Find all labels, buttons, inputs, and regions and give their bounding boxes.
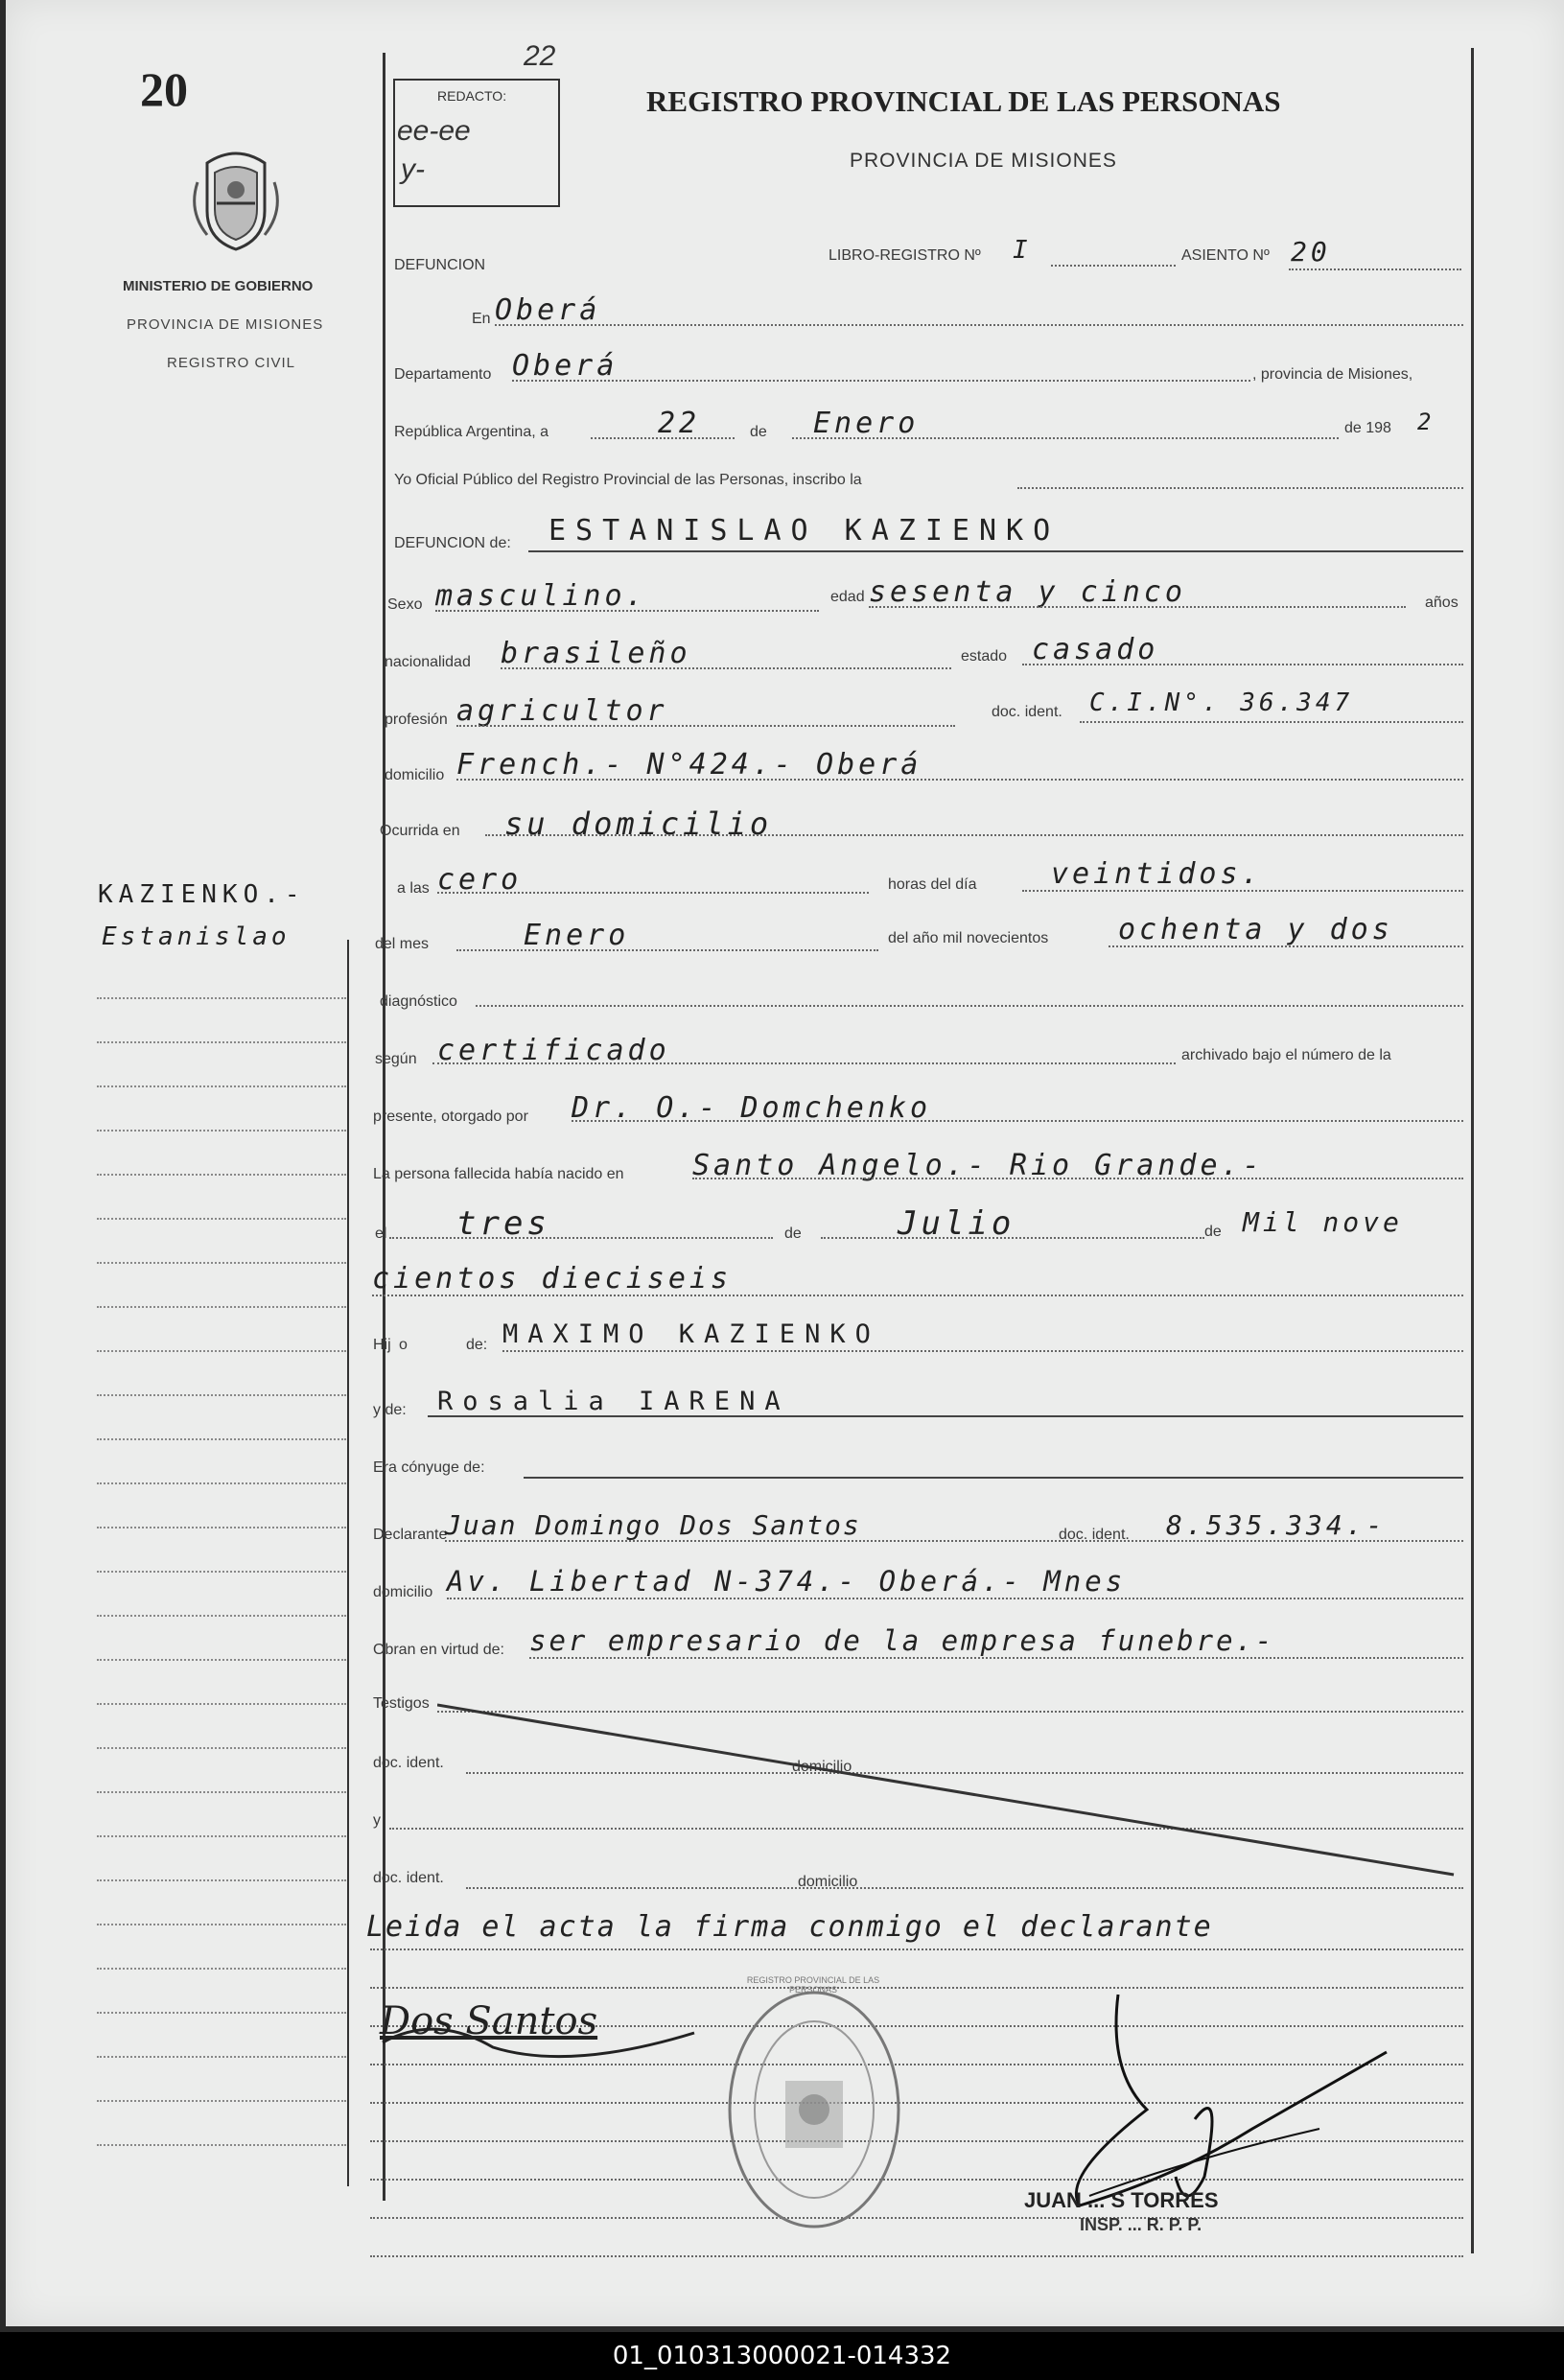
- declarant-signature-flourish: [378, 2004, 704, 2071]
- decl-domicilio-label: domicilio: [373, 1584, 433, 1600]
- en-label: En: [472, 311, 491, 327]
- sheet-number: 20: [140, 62, 188, 116]
- a-las-value: cero: [437, 863, 523, 897]
- otorgado-line: [572, 1120, 1463, 1122]
- mes-texto-line: [456, 949, 878, 951]
- conyuge-label: Era cónyuge de:: [373, 1459, 485, 1476]
- madre-value: Rosalia IARENA: [437, 1387, 790, 1416]
- libro-registro-label: LIBRO-REGISTRO Nº: [829, 247, 981, 264]
- profesion-value: agricultor: [456, 694, 668, 728]
- margin-ruled-line: [97, 1791, 346, 1793]
- margin-ruled-line: [97, 1482, 346, 1484]
- domicilio-line: [456, 779, 1463, 781]
- oficial-line: [1017, 487, 1463, 489]
- margin-ruled-line: [97, 1438, 346, 1440]
- nacionalidad-label: nacionalidad: [385, 654, 471, 670]
- estado-value: casado: [1032, 633, 1159, 666]
- obran-value: ser empresario de la empresa funebre.-: [529, 1624, 1275, 1657]
- registry-office-label: REGISTRO CIVIL: [167, 355, 296, 371]
- declarant-signature: Dos Santos: [380, 1999, 598, 2043]
- del-anio-label: del año mil novecientos: [888, 930, 1049, 946]
- nac-anio1-value: Mil nove: [1243, 1206, 1403, 1238]
- domicilio-label: domicilio: [385, 767, 445, 783]
- departamento-value: Oberá: [512, 349, 619, 383]
- archivado-label: archivado bajo el número de la: [1181, 1047, 1391, 1063]
- margin-ruled-line: [97, 1659, 346, 1661]
- margin-ruled-line: [97, 1835, 346, 1837]
- del-mes-label: del mes: [375, 936, 430, 952]
- edad-value: sesenta y cinco: [869, 575, 1186, 609]
- testigo2-doc-label: doc. ident.: [373, 1870, 444, 1886]
- republica-label: República Argentina, a: [394, 424, 549, 440]
- decl-domicilio-line: [447, 1598, 1463, 1599]
- en-value: Oberá: [495, 293, 601, 327]
- testigos-label: Testigos: [373, 1695, 430, 1712]
- ocurrida-line: [485, 834, 1463, 836]
- padre-line: [502, 1350, 1463, 1352]
- nacionalidad-line: [501, 667, 951, 669]
- testigo1-doc-label: doc. ident.: [373, 1755, 444, 1771]
- anio-value: 2: [1417, 408, 1436, 435]
- libro-registro-value: I: [1013, 236, 1032, 265]
- testigo1-domicilio-label: domicilio: [792, 1759, 852, 1775]
- document-id-footer: 01_010313000021-014332: [0, 2332, 1564, 2380]
- segun-label: según: [375, 1051, 417, 1067]
- nacionalidad-value: brasileño: [501, 637, 691, 670]
- nac-dia-value: tres: [456, 1204, 550, 1243]
- anios-label: años: [1425, 595, 1459, 611]
- dia-texto-value: veintidos.: [1051, 857, 1263, 891]
- departamento-label: Departamento: [394, 366, 492, 383]
- nac-dia-line: [389, 1237, 773, 1239]
- document-page: [6, 0, 1564, 2326]
- ministry-label: MINISTERIO DE GOBIERNO: [123, 278, 314, 294]
- de-anio2-label: de: [1204, 1224, 1222, 1240]
- closing-ruled-line: [370, 1948, 1463, 1950]
- official-title: INSP. ... R. P. P.: [1080, 2215, 1202, 2234]
- record-type-label: DEFUNCION: [394, 257, 486, 273]
- segun-value: certificado: [437, 1034, 670, 1067]
- coat-of-arms-icon: [188, 144, 284, 254]
- edad-label: edad: [830, 589, 865, 605]
- seal-text: REGISTRO PROVINCIAL DE LAS PERSONAS: [746, 1975, 880, 1995]
- official-name: JUAN ... S TORRES: [1024, 2188, 1219, 2212]
- margin-ruled-line: [97, 1130, 346, 1132]
- right-form-border: [1471, 48, 1474, 2253]
- madre-line: [428, 1415, 1463, 1417]
- margin-ruled-line: [97, 1174, 346, 1176]
- margin-note-line2: Estanislao: [102, 922, 291, 951]
- margin-ruled-line: [97, 1350, 346, 1352]
- margin-ruled-line: [97, 2144, 346, 2146]
- conyuge-line: [524, 1477, 1463, 1479]
- margin-ruled-line: [97, 1394, 346, 1396]
- profesion-label: profesión: [385, 712, 448, 728]
- testigo2-domicilio-label: domicilio: [798, 1874, 858, 1890]
- estado-line: [1022, 664, 1463, 665]
- page-title: REGISTRO PROVINCIAL DE LAS PERSONAS: [646, 84, 1281, 118]
- sexo-line: [435, 610, 819, 612]
- decl-doc-value: 8.535.334.-: [1166, 1509, 1387, 1541]
- declarante-label: Declarante: [373, 1527, 448, 1543]
- margin-ruled-line: [97, 2100, 346, 2102]
- mes-texto-value: Enero: [524, 919, 630, 952]
- margin-ruled-line: [97, 1879, 346, 1881]
- left-province-label: PROVINCIA DE MISIONES: [127, 316, 324, 333]
- padre-value: MAXIMO KAZIENKO: [502, 1319, 880, 1349]
- nac-mes-line: [821, 1237, 1204, 1239]
- page-subtitle: PROVINCIA DE MISIONES: [850, 150, 1117, 172]
- margin-ruled-line: [97, 1041, 346, 1043]
- declarante-line: [445, 1540, 1463, 1542]
- redacto-written-line2: y-: [401, 153, 425, 185]
- domicilio-value: French.- N°424.- Oberá: [456, 748, 922, 782]
- decl-doc-label: doc. ident.: [1059, 1527, 1130, 1543]
- de-mes-label: de: [784, 1225, 802, 1242]
- departamento-line: [512, 380, 1250, 382]
- nacido-label: La persona fallecida había nacido en: [373, 1166, 624, 1182]
- sexo-value: masculino.: [435, 579, 647, 613]
- redacto-written-line1: ee-ee: [397, 115, 471, 147]
- diagnostico-label: diagnóstico: [380, 993, 457, 1010]
- hijo-label: Hij: [373, 1337, 391, 1353]
- doc-ident-value: C.I.N°. 36.347: [1089, 688, 1354, 717]
- margin-ruled-line: [97, 2056, 346, 2058]
- segun-line: [432, 1062, 1176, 1064]
- margin-ruled-line: [97, 1085, 346, 1087]
- lugar-nacimiento-line: [692, 1178, 1463, 1179]
- decl-domicilio-value: Av. Libertad N-374.- Oberá.- Mnes: [447, 1565, 1127, 1598]
- anio-texto-value: ochenta y dos: [1118, 913, 1393, 946]
- libro-line: [1051, 265, 1176, 267]
- asiento-label: ASIENTO Nº: [1181, 247, 1270, 264]
- anio-texto-line: [1109, 945, 1463, 947]
- otorgado-value: Dr. O.- Domchenko: [572, 1091, 932, 1125]
- margin-ruled-line: [97, 1924, 346, 1925]
- margin-ruled-line: [97, 1262, 346, 1264]
- closing-ruled-line: [370, 2255, 1463, 2257]
- margin-ruled-line: [97, 1527, 346, 1528]
- y-label: y: [373, 1812, 381, 1829]
- margin-ruled-line: [97, 1615, 346, 1617]
- margin-ruled-line: [97, 997, 346, 999]
- lugar-nacimiento-value: Santo Angelo.- Rio Grande.-: [692, 1149, 1264, 1182]
- sexo-label: Sexo: [387, 596, 423, 613]
- deceased-name: ESTANISLAO KAZIENKO: [549, 514, 1061, 548]
- defuncion-de-label: DEFUNCION de:: [394, 535, 511, 551]
- diagnostico-line: [476, 1005, 1463, 1007]
- nac-mes-value: Julio: [898, 1204, 1015, 1243]
- nac-anio2-value: cientos dieciseis: [372, 1262, 733, 1295]
- obran-label: Obran en virtud de:: [373, 1642, 504, 1658]
- mes-line: [792, 437, 1339, 439]
- official-seal-icon: [723, 1985, 905, 2234]
- redacto-written-top: 22: [524, 40, 556, 72]
- a-las-label: a las: [397, 880, 430, 897]
- profesion-line: [456, 725, 955, 727]
- provincia-label: , provincia de Misiones,: [1252, 366, 1413, 383]
- ocurrida-value: su domicilio: [504, 805, 773, 842]
- testigo2-line: [466, 1887, 1463, 1889]
- testigos-strike-line: [437, 1697, 1463, 1879]
- margin-ruled-line: [97, 1306, 346, 1308]
- en-line: [495, 324, 1463, 326]
- margin-ruled-line: [97, 1571, 346, 1573]
- deceased-name-line: [528, 550, 1463, 552]
- oficial-label: Yo Oficial Público del Registro Provincial de las Personas, inscribo la: [394, 472, 862, 488]
- hijo-o-value: o: [399, 1337, 408, 1353]
- margin-note-line1: KAZIENKO.-: [98, 880, 306, 909]
- horas-label: horas del día: [888, 876, 977, 893]
- de-anio-label: de 198: [1344, 420, 1391, 436]
- redacto-label: REDACTO:: [437, 88, 507, 104]
- edad-line: [869, 606, 1406, 608]
- nac-anio2-line: [372, 1295, 1463, 1296]
- closing-sentence: Leida el acta la firma conmigo el declarante: [366, 1910, 1213, 1944]
- doc-ident-label: doc. ident.: [992, 704, 1062, 720]
- y-de-label: y de:: [373, 1402, 407, 1418]
- dia-texto-line: [1022, 890, 1463, 892]
- presente-label: presente, otorgado por: [373, 1108, 528, 1125]
- declarante-value: Juan Domingo Dos Santos: [445, 1509, 861, 1541]
- dia-value: 22: [658, 407, 701, 440]
- margin-ruled-line: [97, 2012, 346, 2014]
- hijo-de-label: de:: [466, 1337, 488, 1353]
- el-label: el: [375, 1225, 387, 1242]
- ocurrida-label: Ocurrida en: [380, 823, 460, 839]
- margin-divider: [347, 940, 349, 2186]
- margin-ruled-line: [97, 1703, 346, 1705]
- de-label: de: [750, 424, 767, 440]
- asiento-value: 20: [1291, 236, 1331, 268]
- margin-ruled-line: [97, 1968, 346, 1970]
- margin-ruled-line: [97, 1747, 346, 1749]
- margin-ruled-line: [97, 1218, 346, 1220]
- estado-label: estado: [961, 648, 1008, 665]
- doc-ident-line: [1080, 721, 1463, 723]
- obran-line: [529, 1657, 1463, 1659]
- asiento-line: [1289, 268, 1461, 270]
- mes-value: Enero: [813, 407, 920, 440]
- a-las-line: [437, 892, 869, 894]
